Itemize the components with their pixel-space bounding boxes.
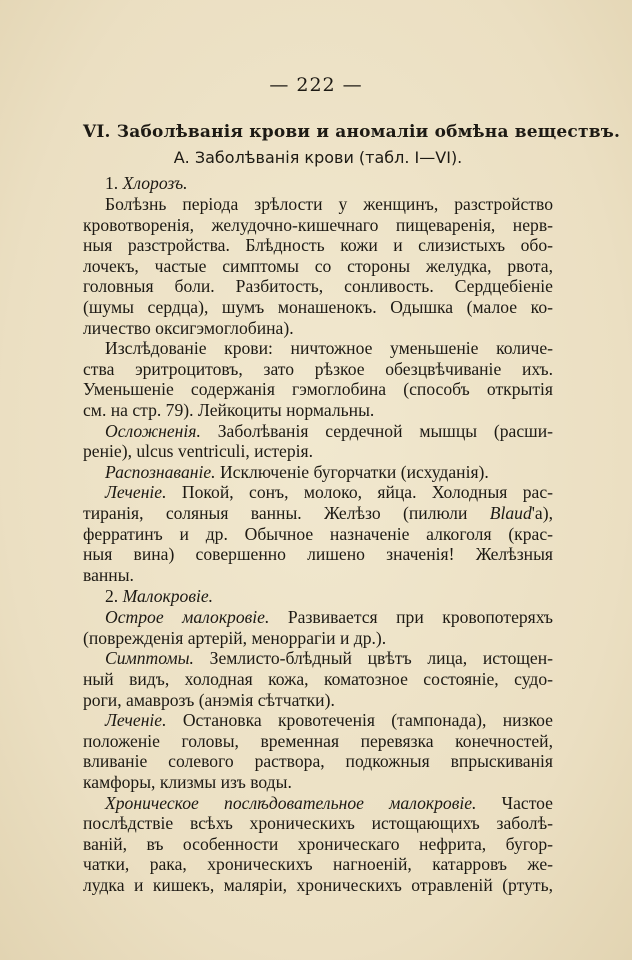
paragraph-line: ныя разстройства. Блѣдность кожи и слизистыхъ обо- — [83, 235, 553, 256]
paragraph-line: (шумы сердца), шумъ монашенокъ. Одышка (малое ко- — [83, 296, 553, 317]
section-heading: VI. Заболѣванія крови и аномаліи обмѣна веществъ. — [83, 122, 621, 142]
symptoms-text: Землисто-блѣдный цвѣтъ лица, истощен- — [193, 648, 553, 669]
paragraph-line: послѣдствіе всѣхъ хроническихъ истощающихъ заболѣ- — [83, 813, 553, 834]
treatment-line-2 — [83, 503, 553, 524]
anemia-title-text: Малокровіе. — [122, 586, 214, 607]
complications-line — [83, 421, 553, 442]
chlorosis-title — [83, 172, 553, 194]
anemia-number: 2. — [105, 586, 119, 607]
paragraph-line: вливаніе солевого раствора, подкожныя впрыскиванія — [83, 751, 553, 772]
paragraph-line: Болѣзнь періода зрѣлости у женщинъ, разстройство — [105, 194, 553, 214]
paragraph-line: чатки, рака, хроническихъ нагноеній, катарровъ же- — [83, 854, 553, 875]
chlorosis-title-text: Хлорозъ. — [122, 173, 188, 193]
paragraph-line: реніе), ulcus ventriculi, истерія. — [83, 441, 314, 462]
paragraph-line: (поврежденія артерій, меноррагіи и др.). — [83, 627, 387, 648]
paragraph-line: ства эритроцитовъ, зато рѣзкое обезцвѣчиваніе ихъ. — [83, 358, 553, 379]
paragraph-line: ванны. — [83, 564, 134, 585]
diagnosis-line — [83, 462, 553, 483]
paragraph-line: головныя боли. Разбитость, сонливость. Сердцебіеніе — [83, 276, 553, 297]
page-text — [83, 112, 621, 896]
paragraph-line: ваній, въ особенности хроническаго нефрита, бугор- — [83, 833, 553, 854]
page-number: — 222 — — [269, 74, 363, 96]
paragraph-line: Изслѣдованіе крови: ничтожное уменьшеніе количе- — [105, 338, 553, 359]
anemia-treatment-text: Остановка кровотеченія (тампонада), низкое — [166, 710, 553, 731]
treatment-text: тиранія, соляныя ванны. Желѣзо (пилюли — [83, 502, 490, 523]
treatment-label: Леченіе. — [105, 482, 167, 503]
anemia-title — [83, 585, 553, 607]
paragraph-line: кровотворенія, желудочно-кишечнаго пищеваренія, нерв- — [83, 214, 553, 235]
chronic-anemia-label: Хроническое послѣдовательное малокровіе. — [105, 792, 477, 813]
diagnosis-text: Исключеніе бугорчатки (исхуданія). — [215, 461, 489, 482]
chronic-anemia-line — [83, 793, 553, 814]
symptoms-line — [83, 648, 553, 669]
paragraph-line: положеніе головы, временная перевязка конечностей, — [83, 730, 553, 751]
symptoms-label: Симптомы. — [105, 648, 194, 669]
subsection-heading: А. Заболѣванія крови (табл. I—VI). — [173, 148, 463, 167]
paragraph-line: личество оксигэмоглобина). — [83, 317, 294, 338]
chronic-anemia-text: Частое — [476, 792, 553, 813]
paragraph-line: лочекъ, частые симптомы со стороны желудка, рвота, — [83, 255, 553, 276]
paragraph-line: роги, амаврозъ (анэмія сѣтчатки). — [83, 689, 335, 710]
paragraph-line: ный видъ, холодная кожа, коматозное состояніе, судо- — [83, 669, 553, 690]
treatment-text: 'а), — [531, 502, 553, 523]
diagnosis-label: Распознаваніе. — [105, 461, 216, 482]
paragraph-line: камфоры, клизмы изъ воды. — [83, 772, 292, 793]
chlorosis-number: 1. — [105, 173, 119, 193]
anemia-treatment-label: Леченіе. — [105, 710, 167, 731]
treatment-line — [83, 482, 553, 503]
complications-label: Осложненія. — [105, 420, 201, 441]
paragraph-line: см. на стр. 79). Лейкоциты нормальны. — [83, 399, 375, 420]
anemia-treatment-line — [83, 710, 553, 731]
paragraph-line: Уменьшеніе содержанія гэмоглобина (способъ открытія — [83, 379, 553, 400]
paragraph-line: ныя вина) совершенно лишено значенія! Желѣзныя — [83, 544, 553, 565]
paragraph-line: ферратинъ и др. Обычное назначеніе алкоголя (крас- — [83, 523, 553, 544]
acute-anemia-label: Острое малокровіе. — [105, 607, 270, 628]
complications-text: Заболѣванія сердечной мышцы (расши- — [200, 420, 553, 441]
treatment-text: Покой, сонъ, молоко, яйца. Холодныя рас- — [166, 482, 553, 503]
acute-anemia-line — [83, 607, 553, 628]
blaud-name: Blaud — [489, 502, 532, 523]
acute-anemia-text: Развивается при кровопотеряхъ — [269, 607, 553, 628]
paragraph-line: лудка и кишекъ, малярiи, хроническихъ отравленій (ртуть, — [83, 875, 553, 895]
